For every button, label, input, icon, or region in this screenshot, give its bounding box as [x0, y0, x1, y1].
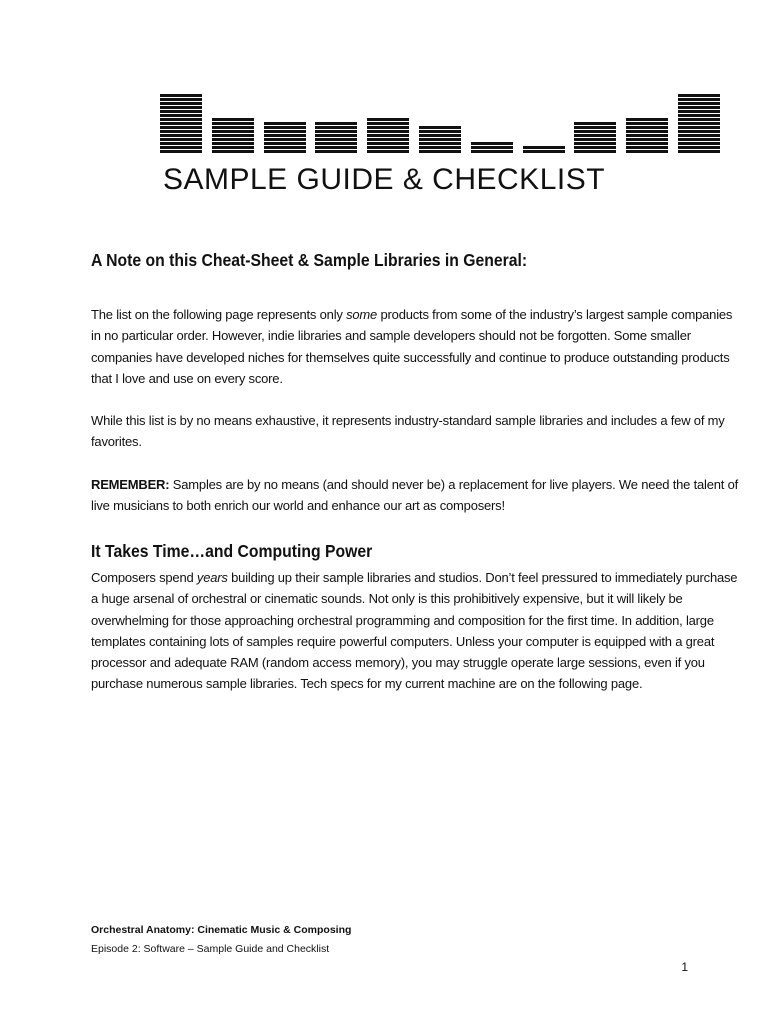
equalizer-bar	[574, 121, 616, 153]
equalizer-bar-line	[574, 138, 616, 141]
equalizer-bar-line	[367, 122, 409, 125]
equalizer-bar-line	[212, 122, 254, 125]
equalizer-bar-line	[678, 98, 720, 101]
equalizer-bar-line	[160, 110, 202, 113]
equalizer-bar-line	[419, 142, 461, 145]
equalizer-bar-line	[626, 118, 668, 121]
equalizer-bar-line	[264, 134, 306, 137]
equalizer-bar-line	[678, 106, 720, 109]
equalizer-bar-line	[626, 126, 668, 129]
equalizer-bar-line	[574, 146, 616, 149]
equalizer-bar-line	[315, 138, 357, 141]
equalizer-bar-line	[626, 138, 668, 141]
equalizer-bar-line	[574, 122, 616, 125]
equalizer-bar-line	[212, 150, 254, 153]
equalizer-bar-line	[160, 130, 202, 133]
equalizer-bar-line	[678, 114, 720, 117]
equalizer-bar-line	[419, 138, 461, 141]
intro-text-before: The list on the following page represents only	[91, 307, 347, 322]
equalizer-bar-line	[160, 98, 202, 101]
remember-label: REMEMBER:	[91, 477, 170, 492]
remember-text: Samples are by no means (and should never be) a replacement for live players. We need the talent of live musicians to both enrich our world and enhance our art as composers!	[91, 477, 739, 514]
equalizer-bar-line	[419, 150, 461, 153]
equalizer-bar-line	[160, 146, 202, 149]
equalizer-bar-line	[626, 122, 668, 125]
footer-subtitle: Episode 2: Software – Sample Guide and Checklist	[91, 943, 330, 955]
equalizer-bar	[523, 145, 565, 153]
equalizer-bar	[160, 93, 202, 153]
page-number: 1	[681, 960, 688, 974]
equalizer-bar-line	[678, 102, 720, 105]
equalizer-bar-line	[315, 142, 357, 145]
equalizer-bar-line	[471, 146, 513, 149]
equalizer-bar-line	[626, 134, 668, 137]
equalizer-bar-line	[264, 146, 306, 149]
equalizer-bar-line	[160, 142, 202, 145]
equalizer-bar-line	[626, 130, 668, 133]
equalizer-bar-line	[367, 126, 409, 129]
equalizer-bar-line	[160, 102, 202, 105]
section-heading-computing: It Takes Time…and Computing Power	[91, 541, 373, 561]
footer-title: Orchestral Anatomy: Cinematic Music & Composing	[91, 924, 352, 936]
equalizer-bar-line	[626, 146, 668, 149]
equalizer-bar-line	[626, 142, 668, 145]
equalizer-bar-line	[160, 106, 202, 109]
equalizer-bar-line	[678, 118, 720, 121]
equalizer-bar-line	[264, 150, 306, 153]
section-heading-note: A Note on this Cheat-Sheet & Sample Libraries in General:	[91, 250, 528, 270]
equalizer-bar-line	[678, 110, 720, 113]
equalizer-bar-line	[160, 126, 202, 129]
equalizer-bar-line	[315, 122, 357, 125]
equalizer-bar	[264, 121, 306, 153]
equalizer-bar	[315, 121, 357, 153]
equalizer-bar-line	[160, 94, 202, 97]
intro-emphasis: some	[346, 307, 378, 322]
equalizer-bar-line	[367, 142, 409, 145]
computing-paragraph	[91, 567, 741, 695]
equalizer-bar-line	[212, 142, 254, 145]
equalizer-bar-line	[678, 126, 720, 129]
equalizer-bar-line	[160, 118, 202, 121]
equalizer-bar-line	[471, 150, 513, 153]
equalizer-bar-line	[523, 146, 565, 149]
equalizer-bar-line	[678, 122, 720, 125]
equalizer-bar-line	[264, 138, 306, 141]
equalizer-bar-line	[367, 150, 409, 153]
equalizer-bar-line	[315, 134, 357, 137]
equalizer-bar	[367, 117, 409, 153]
equalizer-bar-line	[315, 130, 357, 133]
equalizer-bar-line	[315, 146, 357, 149]
equalizer-bar-line	[367, 118, 409, 121]
equalizer-bar-line	[678, 142, 720, 145]
equalizer-bar	[471, 141, 513, 153]
equalizer-bar	[419, 125, 461, 153]
equalizer-bar-line	[367, 134, 409, 137]
intro-text-after: products from some of the industry’s largest sample companies in no particular order. However, indie libraries and sample developers should not be forgotten. Some smaller companies have developed niches for themselves quite successfully and continue to produce outstanding products that I love and use on every score.	[91, 307, 733, 386]
equalizer-bar-line	[419, 146, 461, 149]
equalizer-bar-line	[160, 150, 202, 153]
equalizer-bar-line	[471, 142, 513, 145]
equalizer-bars-icon	[160, 93, 610, 153]
equalizer-bar	[212, 117, 254, 153]
equalizer-bar-line	[678, 146, 720, 149]
computing-text-before: Composers spend	[91, 570, 197, 585]
equalizer-bar-line	[212, 134, 254, 137]
equalizer-bar-line	[264, 122, 306, 125]
equalizer-bar-line	[419, 130, 461, 133]
equalizer-bar-line	[574, 130, 616, 133]
remember-paragraph	[91, 474, 741, 517]
equalizer-bar-line	[678, 94, 720, 97]
equalizer-bar-line	[678, 130, 720, 133]
equalizer-bar-line	[678, 138, 720, 141]
exhaustive-paragraph: While this list is by no means exhaustive, it represents industry-standard sample libraries and includes a few of my favorites.	[91, 413, 725, 450]
equalizer-bar-line	[160, 122, 202, 125]
equalizer-bar-line	[264, 142, 306, 145]
logo-title: SAMPLE GUIDE & CHECKLIST	[162, 163, 606, 196]
equalizer-bar-line	[367, 146, 409, 149]
equalizer-bar-line	[678, 134, 720, 137]
equalizer-bar-line	[574, 150, 616, 153]
equalizer-bar-line	[160, 114, 202, 117]
equalizer-bar-line	[678, 150, 720, 153]
equalizer-bar	[626, 117, 668, 153]
equalizer-bar-line	[212, 118, 254, 121]
equalizer-bar-line	[419, 134, 461, 137]
computing-emphasis: years	[196, 570, 228, 585]
computing-text-after: building up their sample libraries and studios. Don’t feel pressured to immediately purchase a huge arsenal of orchestral or cinematic sounds. Not only is this prohibitively expensive, but it will likely be overwhelming for those approaching orchestral programming and composition for the first time. In addition, large templates containing lots of samples require powerful computers. Unless your computer is equipped with a great processor and adequate RAM (random access memory), you may struggle operate large sessions, even if you purchase numerous sample libraries. Tech specs for my current machine are on the following page.	[91, 570, 738, 692]
equalizer-bar-line	[523, 150, 565, 153]
equalizer-bar-line	[419, 126, 461, 129]
equalizer-bar-line	[574, 126, 616, 129]
equalizer-bar-line	[212, 130, 254, 133]
equalizer-bar-line	[212, 126, 254, 129]
equalizer-bar-line	[574, 134, 616, 137]
intro-paragraph	[91, 304, 741, 389]
equalizer-bar-line	[367, 130, 409, 133]
equalizer-bar-line	[264, 130, 306, 133]
equalizer-bar-line	[626, 150, 668, 153]
equalizer-bar-line	[212, 146, 254, 149]
equalizer-bar-line	[160, 138, 202, 141]
equalizer-bar-line	[315, 150, 357, 153]
equalizer-bar-line	[315, 126, 357, 129]
equalizer-bar-line	[574, 142, 616, 145]
equalizer-bar-line	[160, 134, 202, 137]
equalizer-bar-line	[264, 126, 306, 129]
equalizer-bar	[678, 93, 720, 153]
equalizer-bar-line	[212, 138, 254, 141]
equalizer-bar-line	[367, 138, 409, 141]
